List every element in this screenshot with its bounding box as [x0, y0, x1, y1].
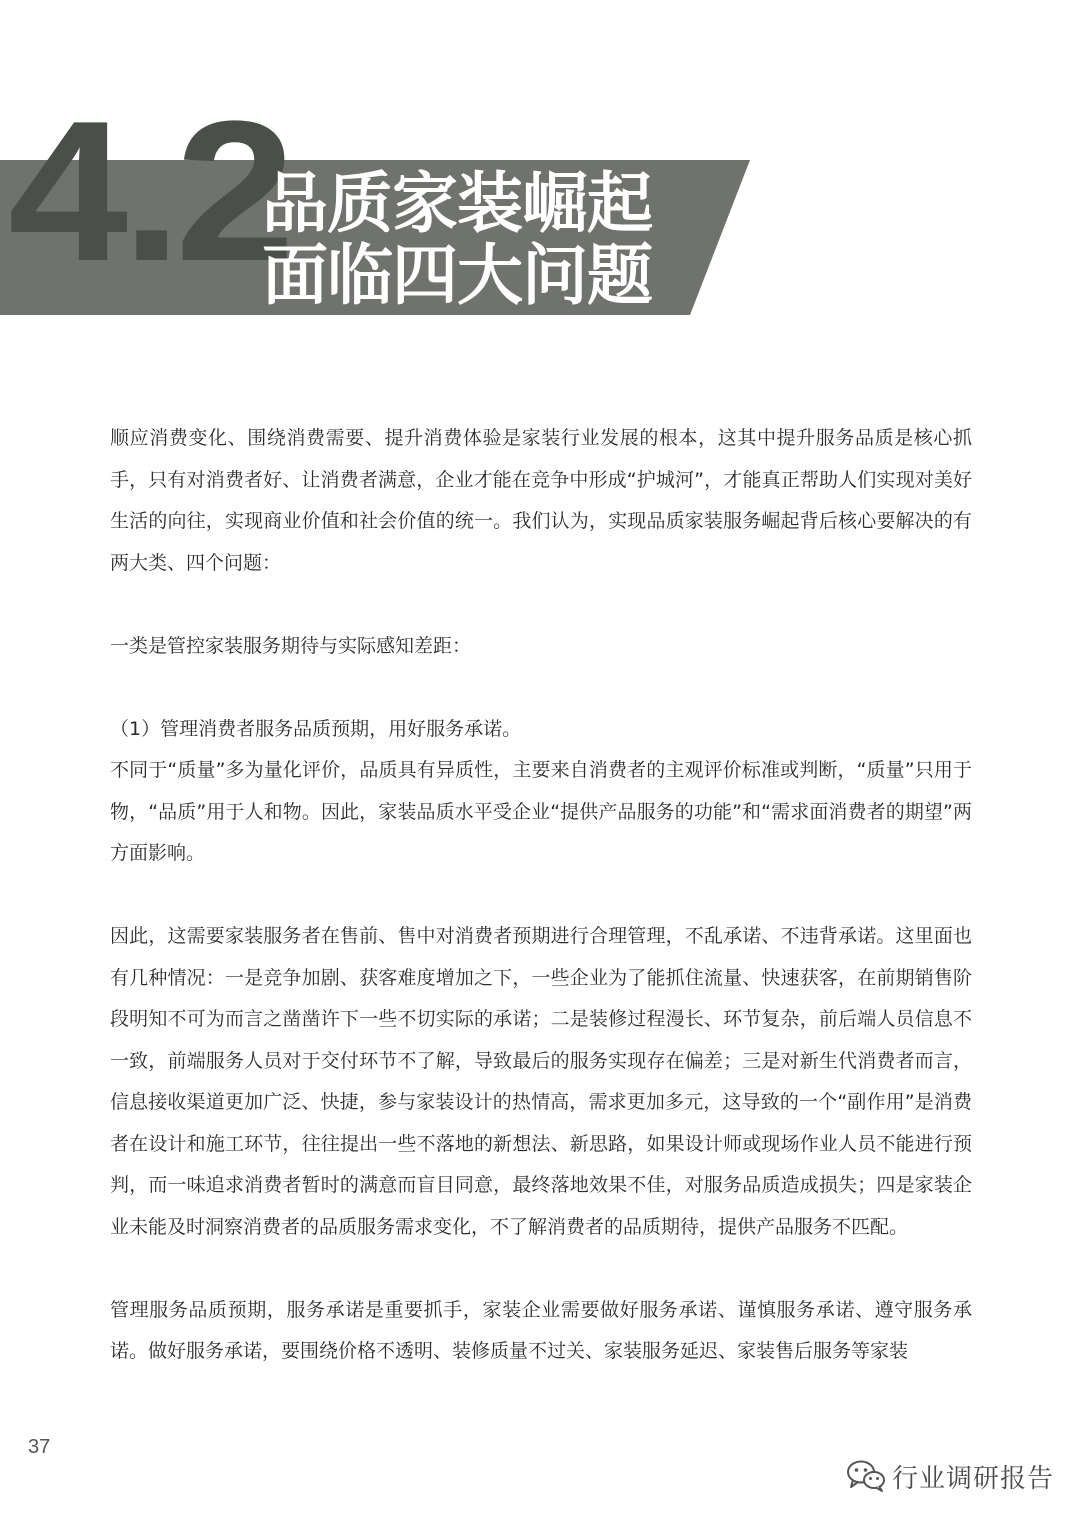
body-text — [110, 418, 972, 1373]
paragraph-commitment: 管理服务品质预期，服务承诺是重要抓手，家装企业需要做好服务承诺、谨慎服务承诺、遵守服务承诺。做好服务承诺，要围绕价格不透明、装修质量不过关、家装服务延迟、家装售后服务等家装 — [110, 1298, 972, 1362]
wechat-icon — [846, 1459, 886, 1493]
paragraph-situations: 因此，这需要家装服务者在售前、售中对消费者预期进行合理管理，不乱承诺、不违背承诺。这里面也有几种情况：一是竞争加剧、获客难度增加之下，一些企业为了能抓住流量、快速获客，在前期销售阶段明知不可为而言之凿凿许下一些不切实际的承诺；二是装修过程漫长、环节复杂，前后端人员信息不一致，前端服务人员对于交付环节不了解，导致最后的服务实现存在偏差；三是对新生代消费者而言，信息接收渠道更加广泛、快捷，参与家装设计的热情高，需求更加多元，这导致的一个“副作用”是消费者在设计和施工环节，往往提出一些不落地的新想法、新思路，如果设计师或现场作业人员不能进行预判，而一味追求消费者暂时的满意而盲目同意，最终落地效果不佳，对服务品质造成损失；四是家装企业未能及时洞察消费者的品质服务需求变化，不了解消费者的品质期待，提供产品服务不匹配。 — [110, 925, 972, 1238]
section-title — [262, 165, 652, 314]
watermark-text: 行业调研报告 — [892, 1463, 1055, 1494]
title-line-1: 品质家装崛起 — [262, 165, 652, 242]
paragraph-intro: 顺应消费变化、围绕消费需要、提升消费体验是家装行业发展的根本，这其中提升服务品质是核心抓手，只有对消费者好、让消费者满意，企业才能在竞争中形成“护城河”，才能真正帮助人们实现对美好生活的向往，实现商业价值和社会价值的统一。我们认为，实现品质家装服务崛起背后核心要解决的有两大类、四个问题： — [110, 427, 972, 574]
page-number: 37 — [28, 1436, 51, 1458]
paragraph-quality: 不同于“质量”多为量化评价，品质具有异质性，主要来自消费者的主观评价标准或判断，“质量”只用于物，“品质”用于人和物。因此，家装品质水平受企业“提供产品服务的功能”和“需求面消费者的期望”两方面影响。 — [110, 759, 972, 864]
watermark — [846, 1456, 1054, 1496]
section-number: 4.2 — [8, 80, 289, 303]
title-line-2: 面临四大问题 — [262, 237, 652, 314]
paragraph-category: 一类是管控家装服务期待与实际感知差距： — [110, 634, 472, 657]
paragraph-subheading: （1）管理消费者服务品质预期，用好服务承诺。 — [110, 717, 522, 740]
